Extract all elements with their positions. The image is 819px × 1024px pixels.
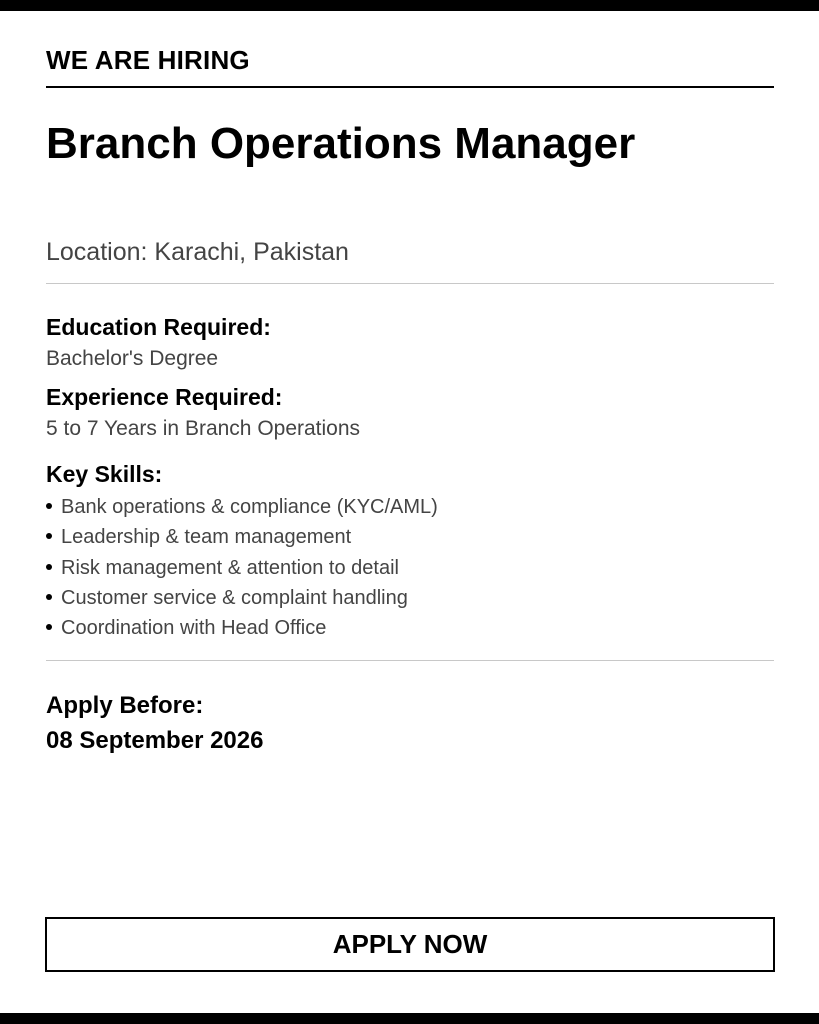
- experience-label: Experience Required:: [46, 384, 283, 410]
- skills-label: Key Skills:: [46, 461, 163, 487]
- skill-item: Risk management & attention to detail: [46, 553, 438, 583]
- skill-item: Coordination with Head Office: [46, 613, 438, 643]
- hiring-heading: WE ARE HIRING: [46, 45, 250, 75]
- deadline-date: 08 September 2026: [46, 727, 264, 754]
- job-title: Branch Operations Manager: [46, 119, 636, 168]
- deadline-label: Apply Before:: [46, 692, 204, 719]
- education-value: Bachelor's Degree: [46, 347, 219, 370]
- skill-item: Bank operations & compliance (KYC/AML): [46, 492, 438, 522]
- skills-list: [46, 492, 438, 643]
- section-divider: [46, 283, 774, 284]
- job-location: Location: Karachi, Pakistan: [46, 238, 349, 266]
- skill-item: Leadership & team management: [46, 522, 438, 552]
- apply-now-button[interactable]: APPLY NOW: [45, 917, 775, 972]
- education-label: Education Required:: [46, 314, 271, 340]
- bottom-border-bar: [0, 1013, 819, 1024]
- section-divider: [46, 660, 774, 661]
- top-border-bar: [0, 0, 819, 11]
- skill-item: Customer service & complaint handling: [46, 583, 438, 613]
- header-divider: [46, 86, 774, 88]
- experience-value: 5 to 7 Years in Branch Operations: [46, 417, 361, 440]
